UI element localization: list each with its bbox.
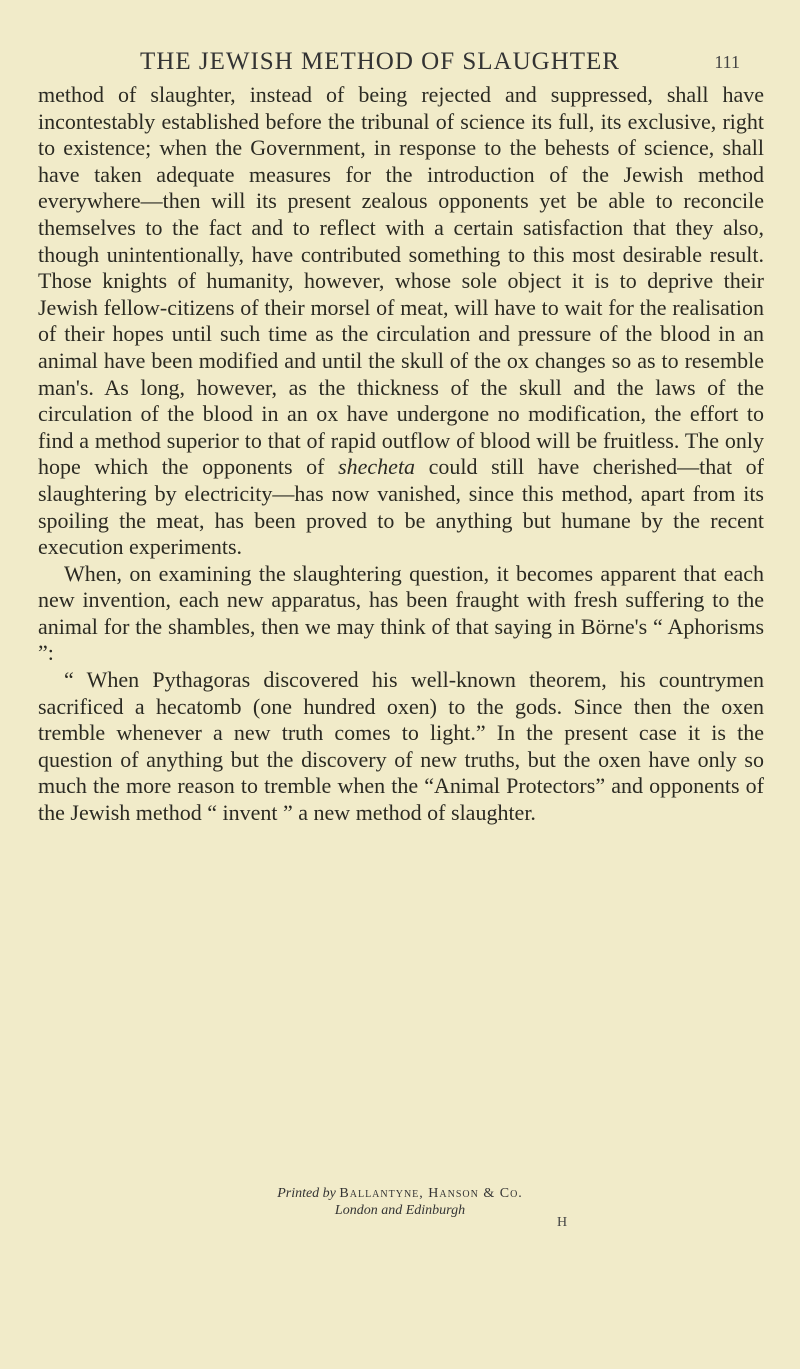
running-head: THE JEWISH METHOD OF SLAUGHTER: [140, 48, 620, 75]
paragraph-3: “ When Pythagoras discovered his well-known theorem, his countrymen sacrificed a hecatomb (one hundred oxen) to the gods. Since then the oxen tremble whenever a new truth comes to light.” In the present case it is the question of anything but the discovery of new truths, but the oxen have only so much the more reason to tremble when the “Animal Protectors” and opponents of the Jewish method “ invent ” a new method of slaughter.: [38, 667, 764, 826]
paragraph-1-text-after: could still have cherished—that of slaughtering by electricity—has now vanished, since this method, apart from its spoiling the meat, has been proved to be anything but humane by the recent execution experiments.: [38, 454, 765, 560]
body-text: [38, 82, 764, 827]
paragraph-1: [38, 82, 764, 561]
imprint-location: London and Edinburgh: [334, 1203, 466, 1218]
printer-imprint: [0, 1185, 800, 1219]
paragraph-2: When, on examining the slaughtering question, it becomes apparent that each new invention, each new apparatus, has been fraught with fresh suffering to the animal for the shambles, then we may think of that saying in Börne's “ Aphorisms ”:: [38, 560, 764, 666]
imprint-line-1: [0, 1185, 800, 1202]
paragraph-1-text-before: method of slaughter, instead of being rejected and suppressed, shall have incontestably established before the tribunal of science its full, its exclusive, right to existence; when the Government, in response to the behests of science, shall have taken adequate measures for the introduction of the Jewish method everywhere—then will its present zealous opponents yet be able to reconcile themselves to the fact and to reflect with a certain satisfaction that they also, though unintentionally, have contributed something to this most desirable result. Those knights of humanity, however, whose sole object it is to deprive their Jewish fellow-citizens of their morsel of meat, will have to wait for the realisation of their hopes until such time as the circulation and pressure of the blood in an animal have been modified and until the skull of the ox changes so as to resemble man's. As long, however, as the thickness of the skull and the laws of the circulation of the blood in an ox have undergone no modification, the effort to find a method superior to that of rapid outflow of blood will be fruitless. The only hope which the opponents of: [38, 82, 764, 480]
imprint-printer: Ballantyne, Hanson & Co.: [339, 1186, 523, 1201]
paragraph-1-italic-term: shecheta: [338, 454, 416, 480]
imprint-printed-by: Printed by: [277, 1186, 336, 1201]
page-number: 111: [714, 52, 740, 72]
signature-mark: H: [557, 1215, 568, 1230]
